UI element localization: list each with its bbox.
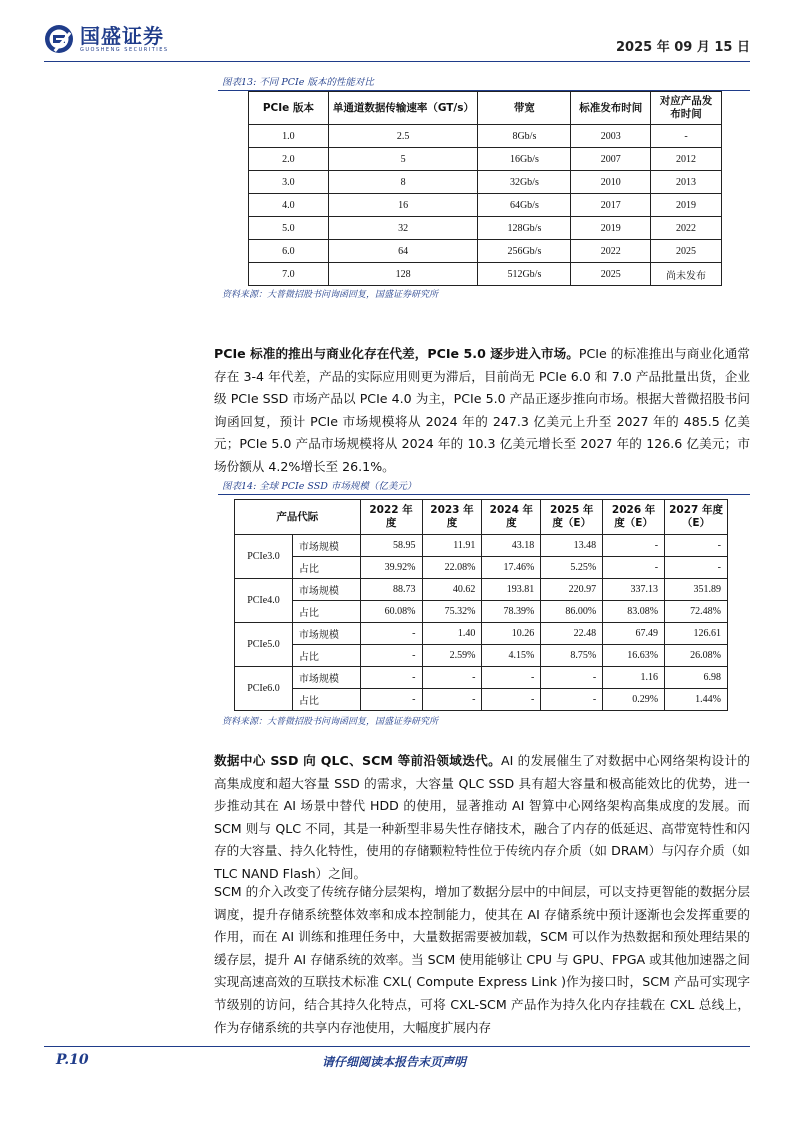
- value-cell: -: [541, 667, 603, 689]
- table-cell: 256Gb/s: [478, 240, 571, 263]
- product-generation-cell: PCIe4.0: [235, 579, 293, 623]
- table-cell: 2007: [571, 148, 651, 171]
- table-row: [235, 535, 728, 557]
- value-cell: 83.08%: [603, 601, 665, 623]
- value-cell: 337.13: [603, 579, 665, 601]
- table-cell: 2022: [571, 240, 651, 263]
- pcie-market-paragraph: [214, 343, 750, 479]
- value-cell: 75.32%: [422, 601, 482, 623]
- datacenter-ssd-body: AI 的发展催生了对数据中心网络架构设计的高集成度和超大容量 SSD 的需求，大容量 QLC SSD 具有超大容量和极高能效比的优势，进一步推动其在 AI 场景中替代 HDD 的使用，显著推动 AI 智算中心网络架构高集成度的发展。而 SCM 则与 QLC 不同，其是一种新型非易失性存储技术，融合了内存的低延迟、高带宽特性和闪存的大容量、持久化特性，使用的存储颗粒特性位于传统内存介质（如 DRAM）与闪存介质（如 TLC NAND Flash）之间。: [214, 753, 750, 881]
- table-cell: 2.5: [328, 125, 478, 148]
- table-cell: 128: [328, 263, 478, 286]
- figure13-caption: 图表13: 不同 PCIe 版本的性能对比: [222, 77, 374, 88]
- column-header: 产品代际: [235, 500, 361, 535]
- table-cell: 2003: [571, 125, 651, 148]
- pcie-ssd-market-table: [234, 499, 728, 711]
- metric-cell: 占比: [292, 557, 360, 579]
- table-row: [235, 689, 728, 711]
- table-cell: 2025: [651, 240, 722, 263]
- table-row: [235, 579, 728, 601]
- table-cell: 5.0: [249, 217, 329, 240]
- table-cell: 2025: [571, 263, 651, 286]
- value-cell: 2.59%: [422, 645, 482, 667]
- value-cell: 8.75%: [541, 645, 603, 667]
- value-cell: 4.15%: [482, 645, 541, 667]
- table-cell: 3.0: [249, 171, 329, 194]
- product-generation-cell: PCIe6.0: [235, 667, 293, 711]
- table-cell: 2017: [571, 194, 651, 217]
- column-header: 2026 年度（E）: [603, 500, 665, 535]
- product-generation-cell: PCIe3.0: [235, 535, 293, 579]
- value-cell: 22.48: [541, 623, 603, 645]
- pcie-version-table-body: [249, 125, 722, 286]
- column-header: 标准发布时间: [571, 92, 651, 125]
- table-cell: 64Gb/s: [478, 194, 571, 217]
- table-cell: -: [651, 125, 722, 148]
- footer-divider: [44, 1046, 750, 1047]
- header-divider: [44, 61, 750, 62]
- table-cell: 2010: [571, 171, 651, 194]
- value-cell: 88.73: [360, 579, 422, 601]
- value-cell: 5.25%: [541, 557, 603, 579]
- value-cell: 11.91: [422, 535, 482, 557]
- column-header: 2022 年度: [360, 500, 422, 535]
- value-cell: -: [360, 667, 422, 689]
- pcie-market-body: PCIe 的标准推出与商业化通常存在 3-4 年代差，产品的实际应用则更为滞后，目前尚无 PCIe 6.0 和 7.0 产品批量出货，企业级 PCIe SSD 市场产品以 PCIe 4.0 为主，PCIe 5.0 产品正逐步推向市场。根据大普微招股书问询函回复，预计 PCIe 市场规模将从 2024 年的 247.3 亿美元上升至 2027 年的 485.5 亿美元；PCIe 5.0 产品市场规模将从 2024 年的 10.3 亿美元增长至 2027 年的 126.6 亿美元；市场份额从 4.2%增长至 26.1%。: [214, 346, 750, 474]
- table-row: [235, 623, 728, 645]
- datacenter-ssd-paragraph: [214, 750, 750, 886]
- metric-cell: 占比: [292, 689, 360, 711]
- value-cell: -: [603, 535, 665, 557]
- value-cell: 40.62: [422, 579, 482, 601]
- value-cell: 43.18: [482, 535, 541, 557]
- scm-paragraph: [214, 881, 750, 1039]
- value-cell: 10.26: [482, 623, 541, 645]
- table-cell: 16: [328, 194, 478, 217]
- table-cell: 4.0: [249, 194, 329, 217]
- figure13-source: 资料来源：大普微招股书问询函回复，国盛证券研究所: [222, 290, 439, 300]
- value-cell: 39.92%: [360, 557, 422, 579]
- value-cell: -: [482, 689, 541, 711]
- table-row: [249, 217, 722, 240]
- page-number: P.10: [56, 1052, 89, 1068]
- table-row: [235, 645, 728, 667]
- table-header-row: [235, 500, 728, 535]
- value-cell: -: [360, 645, 422, 667]
- value-cell: 6.98: [665, 667, 728, 689]
- value-cell: 60.08%: [360, 601, 422, 623]
- value-cell: -: [482, 667, 541, 689]
- value-cell: 58.95: [360, 535, 422, 557]
- value-cell: 0.29%: [603, 689, 665, 711]
- value-cell: -: [360, 623, 422, 645]
- table-cell: 5: [328, 148, 478, 171]
- value-cell: 193.81: [482, 579, 541, 601]
- value-cell: -: [360, 689, 422, 711]
- value-cell: 67.49: [603, 623, 665, 645]
- value-cell: 17.46%: [482, 557, 541, 579]
- table-row: [249, 148, 722, 171]
- value-cell: 26.08%: [665, 645, 728, 667]
- column-header: 单通道数据传输速率（GT/s）: [328, 92, 478, 125]
- metric-cell: 市场规模: [292, 667, 360, 689]
- table-row: [249, 240, 722, 263]
- column-header: 2024 年度: [482, 500, 541, 535]
- table-row: [235, 667, 728, 689]
- pcie-ssd-market-table-header: [235, 500, 728, 535]
- product-generation-cell: PCIe5.0: [235, 623, 293, 667]
- value-cell: -: [541, 689, 603, 711]
- table-row: [249, 171, 722, 194]
- metric-cell: 占比: [292, 601, 360, 623]
- table-cell: 6.0: [249, 240, 329, 263]
- figure14-caption: 图表14: 全球 PCIe SSD 市场规模（亿美元）: [222, 481, 417, 492]
- table-row: [249, 125, 722, 148]
- column-header: 对应产品发布时间: [651, 92, 722, 125]
- disclaimer-note: 请仔细阅读本报告末页声明: [322, 1055, 467, 1069]
- value-cell: -: [422, 667, 482, 689]
- table-cell: 2012: [651, 148, 722, 171]
- table-row: [249, 263, 722, 286]
- value-cell: 78.39%: [482, 601, 541, 623]
- table-cell: 128Gb/s: [478, 217, 571, 240]
- table-row: [235, 601, 728, 623]
- scm-body: SCM 的介入改变了传统存储分层架构，增加了数据分层中的中间层，可以支持更智能的数据分层调度，提升存储系统整体效率和成本控制能力，使其在 AI 存储系统中预计逐渐也会发挥重要的作用，而在 AI 训练和推理任务中，大量数据需要被加载，SCM 可以作为热数据和预处理结果的缓存层，提升 AI 存储系统的效率。当 SCM 使用能够让 CPU 与 GPU、FPGA 或其他加速器之间实现高速高效的互联技术标准 CXL( Compute Express Link )作为接口时，SCM 产品可实现字节级别的访问，结合其持久化特点，可将 CXL-SCM 产品作为持久化内存挂载在 CXL 总线上，作为存储系统的共享内存池使用，大幅度扩展内存: [214, 884, 750, 1035]
- pcie-market-lead: PCIe 标准的推出与商业化存在代差，PCIe 5.0 逐步进入市场。: [214, 346, 579, 361]
- table-cell: 2019: [651, 194, 722, 217]
- table-cell: 2022: [651, 217, 722, 240]
- column-header: 带宽: [478, 92, 571, 125]
- datacenter-ssd-lead: 数据中心 SSD 向 QLC、SCM 等前沿领域迭代。: [214, 753, 501, 768]
- value-cell: -: [422, 689, 482, 711]
- column-header: 2023 年度: [422, 500, 482, 535]
- table-cell: 1.0: [249, 125, 329, 148]
- table-cell: 2013: [651, 171, 722, 194]
- value-cell: 351.89: [665, 579, 728, 601]
- table-row: [235, 557, 728, 579]
- pcie-version-table-header: [249, 92, 722, 125]
- table-cell: 512Gb/s: [478, 263, 571, 286]
- pcie-ssd-market-table-body: [235, 535, 728, 711]
- column-header: PCIe 版本: [249, 92, 329, 125]
- report-date: 2025 年 09 月 15 日: [616, 40, 750, 55]
- metric-cell: 市场规模: [292, 579, 360, 601]
- table-cell: 8Gb/s: [478, 125, 571, 148]
- logo-english-name: GUOSHENG SECURITIES: [80, 46, 169, 53]
- table-cell: 2019: [571, 217, 651, 240]
- table-cell: 32Gb/s: [478, 171, 571, 194]
- figure14-source: 资料来源：大普微招股书问询函回复，国盛证券研究所: [222, 717, 439, 727]
- value-cell: 86.00%: [541, 601, 603, 623]
- value-cell: 220.97: [541, 579, 603, 601]
- value-cell: -: [665, 535, 728, 557]
- table-cell: 64: [328, 240, 478, 263]
- value-cell: 16.63%: [603, 645, 665, 667]
- column-header: 2025 年度（E）: [541, 500, 603, 535]
- guosheng-logo-icon: [44, 24, 74, 54]
- value-cell: 13.48: [541, 535, 603, 557]
- value-cell: 1.16: [603, 667, 665, 689]
- table-header-row: [249, 92, 722, 125]
- table-cell: 尚未发布: [651, 263, 722, 286]
- pcie-version-table: [248, 91, 722, 286]
- value-cell: 1.44%: [665, 689, 728, 711]
- table-row: [249, 194, 722, 217]
- table-cell: 16Gb/s: [478, 148, 571, 171]
- table-cell: 8: [328, 171, 478, 194]
- table-cell: 32: [328, 217, 478, 240]
- table-cell: 7.0: [249, 263, 329, 286]
- column-header: 2027 年度（E）: [665, 500, 728, 535]
- value-cell: -: [665, 557, 728, 579]
- metric-cell: 市场规模: [292, 623, 360, 645]
- value-cell: 126.61: [665, 623, 728, 645]
- company-logo: [44, 24, 169, 54]
- value-cell: -: [603, 557, 665, 579]
- metric-cell: 市场规模: [292, 535, 360, 557]
- table-cell: 2.0: [249, 148, 329, 171]
- logo-chinese-name: 国盛证券: [80, 23, 164, 48]
- value-cell: 22.08%: [422, 557, 482, 579]
- value-cell: 72.48%: [665, 601, 728, 623]
- metric-cell: 占比: [292, 645, 360, 667]
- figure14-caption-rule: [218, 494, 750, 495]
- value-cell: 1.40: [422, 623, 482, 645]
